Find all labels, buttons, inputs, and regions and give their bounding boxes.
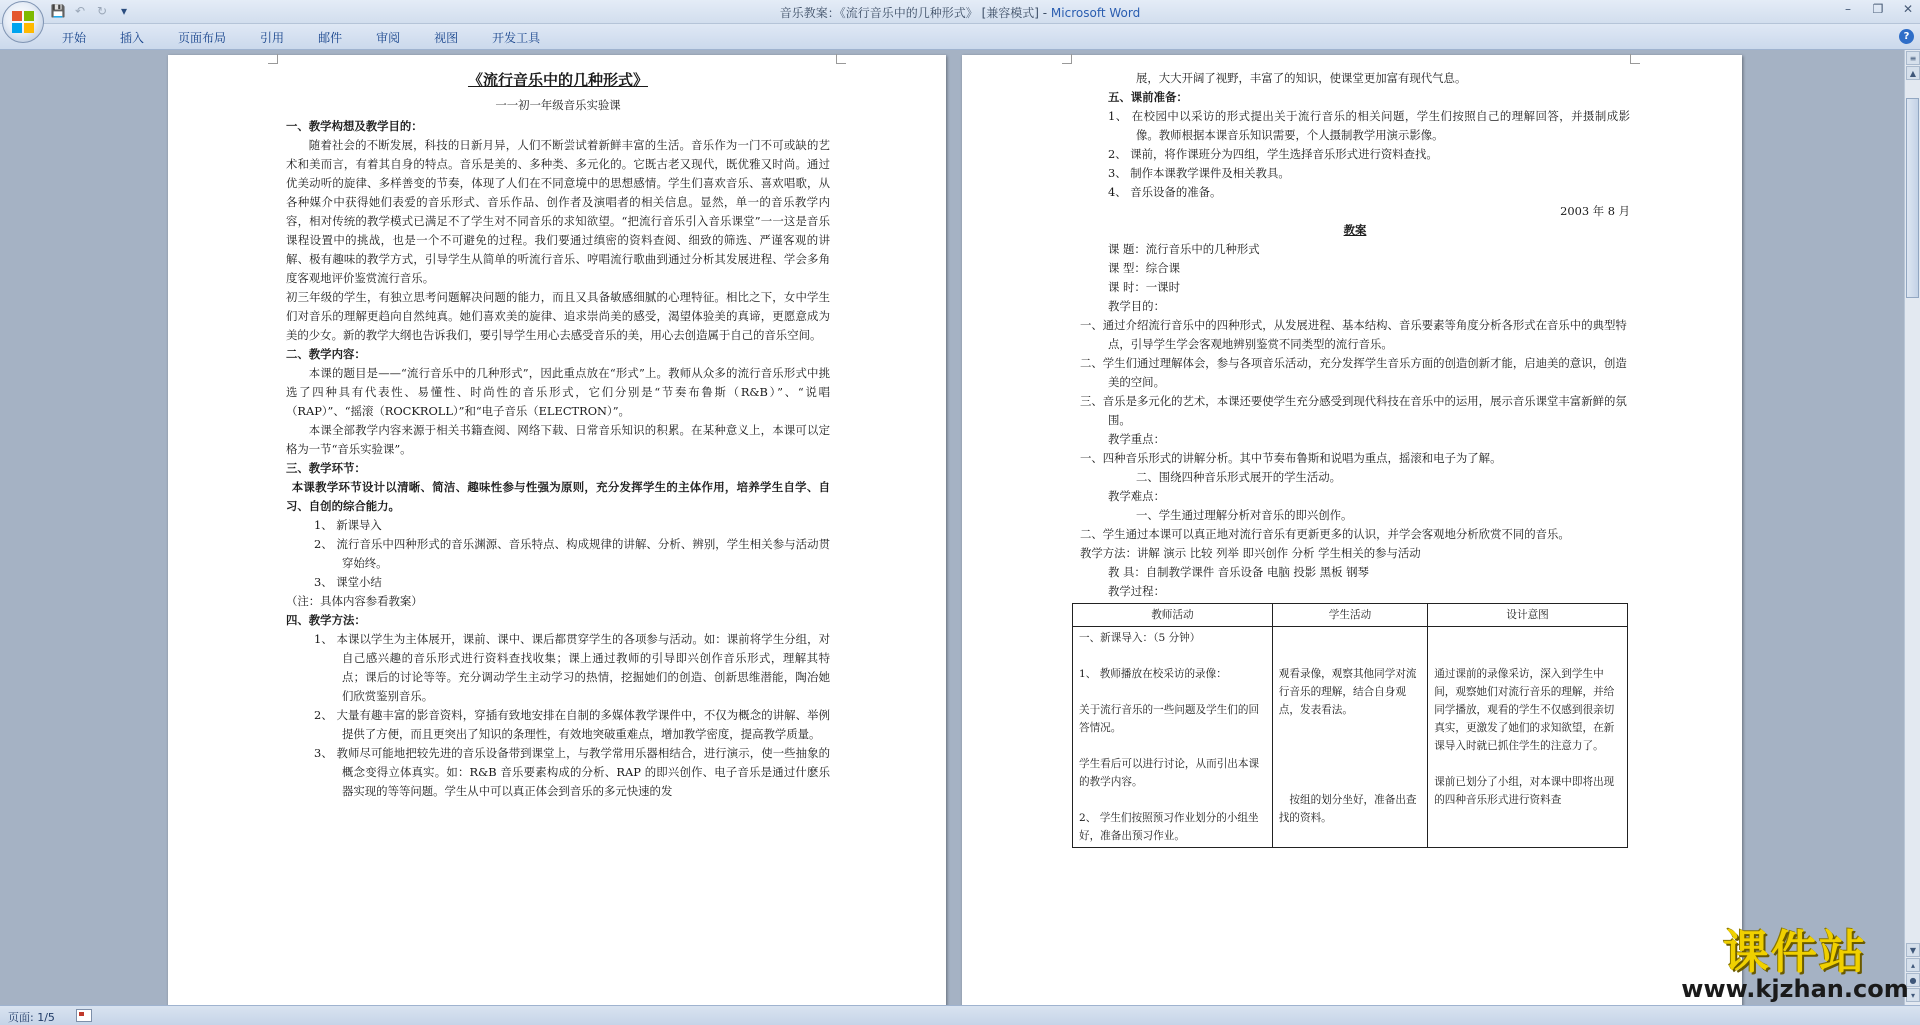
table-header-design: 设计意图: [1428, 604, 1628, 627]
table-header-student: 学生活动: [1272, 604, 1427, 627]
cell-text: 通过课前的录像采访，深入到学生中间，观察她们对流行音乐的理解，并给同学播放，观看的学生不仅感到很亲切真实，更激发了她们的求知欲望，在新课导入时就已抓住学生的注意力了。: [1434, 668, 1615, 752]
scrollbar-thumb[interactable]: [1906, 98, 1919, 298]
paragraph: 随着社会的不断发展，科技的日新月异，人们不断尝试着新鲜丰富的生活。音乐作为一门不可或缺的艺术和美而言，有着其自身的特点。音乐是美的、多种类、多元化的。它既古老又现代，既优雅又时尚。通过优美动听的旋律、多样善变的节奏，体现了人们在不同意境中的思想感情。学生们喜欢音乐、喜欢唱歌，从各种媒介中获得她们表爱的音乐形式、音乐作品、创作者及演唱者的相关信息。显然，单一的音乐教学内容，相对传统的教学模式已满足不了学生对不同音乐的求知欲望。“把流行音乐引入音乐课堂”一一这是音乐课程设置中的挑战，也是一个不可避免的过程。我们要通过缜密的资料查阅、细致的筛选、严谨客观的讲解、极有趣味的教学方式，引导学生从简单的听流行音乐、哼唱流行歌曲到通过分析其发展进程、学会多角度客观地评价鉴赏流行音乐。: [286, 138, 830, 285]
page-corner-mark: [1062, 54, 1072, 64]
paragraph: 本课的题目是——“流行音乐中的几种形式”，因此重点放在“形式”上。教师从众多的流行音乐形式中挑选了四种具有代表性、易懂性、时尚性的音乐形式，它们分别是“节奏布鲁斯（R&B）”、“说唱（RAP）”、“摇滚（ROCKROLL）”和“电子音乐（ELECTRON）”。: [286, 366, 830, 418]
section-heading: 三、教学环节：: [286, 461, 366, 475]
watermark-url: www.kjzhan.com: [1681, 975, 1909, 1003]
scroll-up-icon[interactable]: ▲: [1906, 66, 1920, 80]
list-item: 1、 本课以学生为主体展开，课前、课中、课后都贯穿学生的各项参与活动。如：课前将学生分组，对自己感兴趣的音乐形式进行资料查找收集；课上通过教师的引导即兴创作音乐形式，理解其特点；课后的讨论等等。充分调动学生主动学习的热情，挖掘她们的创造、创新思维潜能，陶冶她们欣赏鉴别音乐。: [314, 632, 830, 703]
goal-item: 一、通过介绍流行音乐中的四种形式，从发展进程、基本结构、音乐要素等角度分析各形式在音乐中的典型特点，引导学生学会客观地辨别鉴赏不同类型的流行音乐。: [1080, 318, 1627, 351]
cell-text: 关于流行音乐的一些问题及学生们的回答情况。: [1079, 704, 1260, 734]
key-point-item: 一、四种音乐形式的讲解分析。其中节奏布鲁斯和说唱为重点，摇滚和电子为了解。: [1080, 451, 1502, 465]
page-corner-mark: [268, 54, 278, 64]
close-icon[interactable]: ✕: [1902, 2, 1914, 16]
customize-toolbar-chevron-icon[interactable]: ▾: [120, 4, 128, 18]
document-subtitle: 一一初一年级音乐实验课: [495, 98, 621, 112]
watermark-brand: 课件站: [1723, 925, 1867, 979]
ribbon-tabs: [60, 29, 542, 46]
teaching-tools-line: 教 具：自制教学课件 音乐设备 电脑 投影 黑板 钢琴: [1108, 565, 1369, 579]
page-2-body[interactable]: [1080, 69, 1630, 848]
goal-item: 三、音乐是多元化的艺术，本课还要使学生充分感受到现代科技在音乐中的运用，展示音乐课堂丰富新鲜的氛围。: [1080, 394, 1627, 427]
cell-text: 学生看后可以进行讨论，从而引出本课的教学内容。: [1079, 758, 1260, 788]
vertical-scrollbar[interactable]: [1904, 50, 1920, 1005]
table-row: [1073, 627, 1628, 848]
goal-item: 二、学生们通过理解体会，参与各项音乐活动，充分发挥学生音乐方面的创造创新才能，启迪美的意识，创造美的空间。: [1080, 356, 1627, 389]
list-item: 3、 课堂小结: [314, 575, 382, 589]
paragraph: 初三年级的学生，有独立思考问题解决问题的能力，而且又具备敏感细腻的心理特征。相比之下，女中学生们对音乐的理解更趋向自然纯真。她们喜欢美的旋律、追求崇尚美的感受，渴望体验美的真谛，更愿意成为美的少女。新的教学大纲也告诉我们，要引导学生用心去感受音乐的美，用心去创造属于自己的音乐空间。: [286, 290, 830, 342]
section-heading: 教学目的：: [1108, 299, 1165, 313]
section-heading: 二、教学内容：: [286, 347, 366, 361]
tab-mailings[interactable]: 邮件: [318, 31, 343, 45]
scroll-down-icon[interactable]: ▼: [1906, 943, 1920, 957]
previous-page-icon[interactable]: ▴: [1906, 958, 1920, 972]
difficulty-item: 二、学生通过本课可以真正地对流行音乐有更新更多的认识，并学会客观地分析欣赏不同的音乐。: [1080, 527, 1570, 541]
table-cell-teacher: [1073, 627, 1273, 848]
office-logo-icon: [12, 11, 34, 33]
ruler-toggle-icon[interactable]: ≡: [1906, 51, 1920, 65]
section-heading: 教学重点：: [1108, 432, 1165, 446]
page-count-status[interactable]: 页面: 1/5: [8, 1011, 55, 1024]
field-type: 课 型：综合课: [1108, 261, 1180, 275]
tab-developer[interactable]: 开发工具: [492, 31, 541, 45]
section-heading: 教学过程：: [1108, 584, 1165, 598]
list-item: 2、 课前，将作课班分为四组，学生选择音乐形式进行资料查找。: [1108, 147, 1438, 161]
page-corner-mark: [1630, 54, 1640, 64]
restore-icon[interactable]: ❐: [1872, 2, 1884, 16]
list-item: 2、 大量有趣丰富的影音资料，穿插有致地安排在自制的多媒体教学课件中，不仅为概念的讲解、举例提供了方便，而且更突出了知识的条理性，有效地突破重难点，增加教学密度，提高教学质量。: [314, 708, 830, 741]
section-heading: 一、教学构想及教学目的：: [286, 119, 423, 133]
list-item: 1、 在校园中以采访的形式提出关于流行音乐的相关问题，学生们按照自己的理解回答，并摄制成影像。教师根据本课音乐知识需要，个人摄制教学用演示影像。: [1108, 109, 1630, 142]
tab-review[interactable]: 审阅: [376, 31, 401, 45]
cell-text: 2、 学生们按照预习作业划分的小组坐好，准备出预习作业。: [1079, 812, 1259, 842]
page-corner-mark: [836, 54, 846, 64]
key-point-item: 二、围绕四种音乐形式展开的学生活动。: [1136, 470, 1342, 484]
next-page-icon[interactable]: ▾: [1906, 988, 1920, 1002]
save-icon[interactable]: 💾: [50, 4, 66, 18]
field-topic: 课 题：流行音乐中的几种形式: [1108, 242, 1260, 256]
tab-insert[interactable]: 插入: [120, 31, 145, 45]
section-heading: 教学难点：: [1108, 489, 1165, 503]
tab-page-layout[interactable]: 页面布局: [178, 31, 227, 45]
list-item: 1、 新课导入: [314, 518, 382, 532]
table-cell-student: [1272, 627, 1427, 848]
cell-text: 观看录像，观察其他同学对流行音乐的理解，结合自身观点，发表看法。: [1278, 668, 1417, 716]
cell-text: 1、 教师播放在校采访的录像：: [1079, 668, 1227, 680]
document-title: 《流行音乐中的几种形式》: [467, 71, 648, 89]
date-line: 2003 年 8 月: [1560, 204, 1630, 218]
help-icon[interactable]: ?: [1899, 29, 1914, 44]
section-heading: 五、课前准备：: [1108, 90, 1188, 104]
lesson-plan-title: 教案: [1343, 223, 1367, 237]
teaching-method-line: 教学方法：讲解 演示 比较 列举 即兴创作 分析 学生相关的参与活动: [1080, 546, 1421, 560]
document-workspace: [0, 50, 1904, 1005]
title-bar: [0, 0, 1920, 24]
list-item: 4、 音乐设备的准备。: [1108, 185, 1222, 199]
window-title: [0, 4, 1920, 21]
list-item: 3、 教师尽可能地把较先进的音乐设备带到课堂上，与教学常用乐器相结合，进行演示，使一些抽象的概念变得立体真实。如：R&B 音乐要素构成的分析、RAP 的即兴创作、电子音乐是通过什麽乐器实现的等等问题。学生从中可以真正体会到音乐的多元快速的发: [314, 746, 830, 798]
note: （注：具体内容参看教案）: [286, 594, 423, 608]
table-cell-design: [1428, 627, 1628, 848]
undo-icon[interactable]: ↶: [74, 4, 86, 18]
cell-text: 一、新课导入：（5 分钟）: [1079, 632, 1201, 644]
redo-icon[interactable]: ↻: [96, 4, 108, 18]
watermark-logo: [1680, 927, 1910, 1003]
office-button[interactable]: [2, 1, 44, 43]
paragraph: 本课全部教学内容来源于相关书籍查阅、网络下载、日常音乐知识的积累。在某种意义上，本课可以定格为一节“音乐实验课”。: [286, 423, 830, 456]
paragraph: 展，大大开阔了视野，丰富了的知识，使课堂更加富有现代气息。: [1136, 71, 1467, 85]
difficulty-item: 一、学生通过理解分析对音乐的即兴创作。: [1136, 508, 1353, 522]
table-header-row: [1073, 604, 1628, 627]
tab-references[interactable]: 引用: [260, 31, 285, 45]
cell-text: 按组的划分坐好，准备出查找的资料。: [1278, 794, 1417, 824]
status-bar: [0, 1005, 1920, 1025]
table-header-teacher: 教师活动: [1073, 604, 1273, 627]
tab-home[interactable]: 开始: [62, 31, 87, 45]
list-item: 2、 流行音乐中四种形式的音乐渊源、音乐特点、构成规律的讲解、分析、辨别，学生相关参与活动贯穿始终。: [314, 537, 830, 570]
window-title-app: Microsoft Word: [1050, 6, 1141, 20]
paragraph: 本课教学环节设计以清晰、简洁、趣味性参与性强为原则，充分发挥学生的主体作用，培养学生自学、自习、自创的综合能力。: [286, 480, 830, 513]
section-heading: 四、教学方法：: [286, 613, 366, 627]
lesson-process-table[interactable]: [1072, 603, 1628, 848]
select-browse-object-icon[interactable]: ●: [1906, 973, 1920, 987]
minimize-icon[interactable]: –: [1845, 2, 1851, 16]
cell-text: 课前已划分了小组，对本课中即将出现的四种音乐形式进行资料查: [1434, 776, 1615, 806]
document-page-1: [168, 55, 946, 1005]
window-title-doc: 音乐教案：《流行音乐中的几种形式》 [兼容模式] -: [779, 6, 1051, 20]
document-page-2: [962, 55, 1742, 1005]
window-controls: [1840, 2, 1916, 16]
tab-view[interactable]: 视图: [434, 31, 459, 45]
list-item: 3、 制作本课教学课件及相关教具。: [1108, 166, 1290, 180]
ribbon-tab-bar: [0, 24, 1920, 50]
field-time: 课 时：一课时: [1108, 280, 1180, 294]
page-1-body[interactable]: [286, 69, 830, 801]
macro-recording-icon[interactable]: [76, 1009, 92, 1022]
